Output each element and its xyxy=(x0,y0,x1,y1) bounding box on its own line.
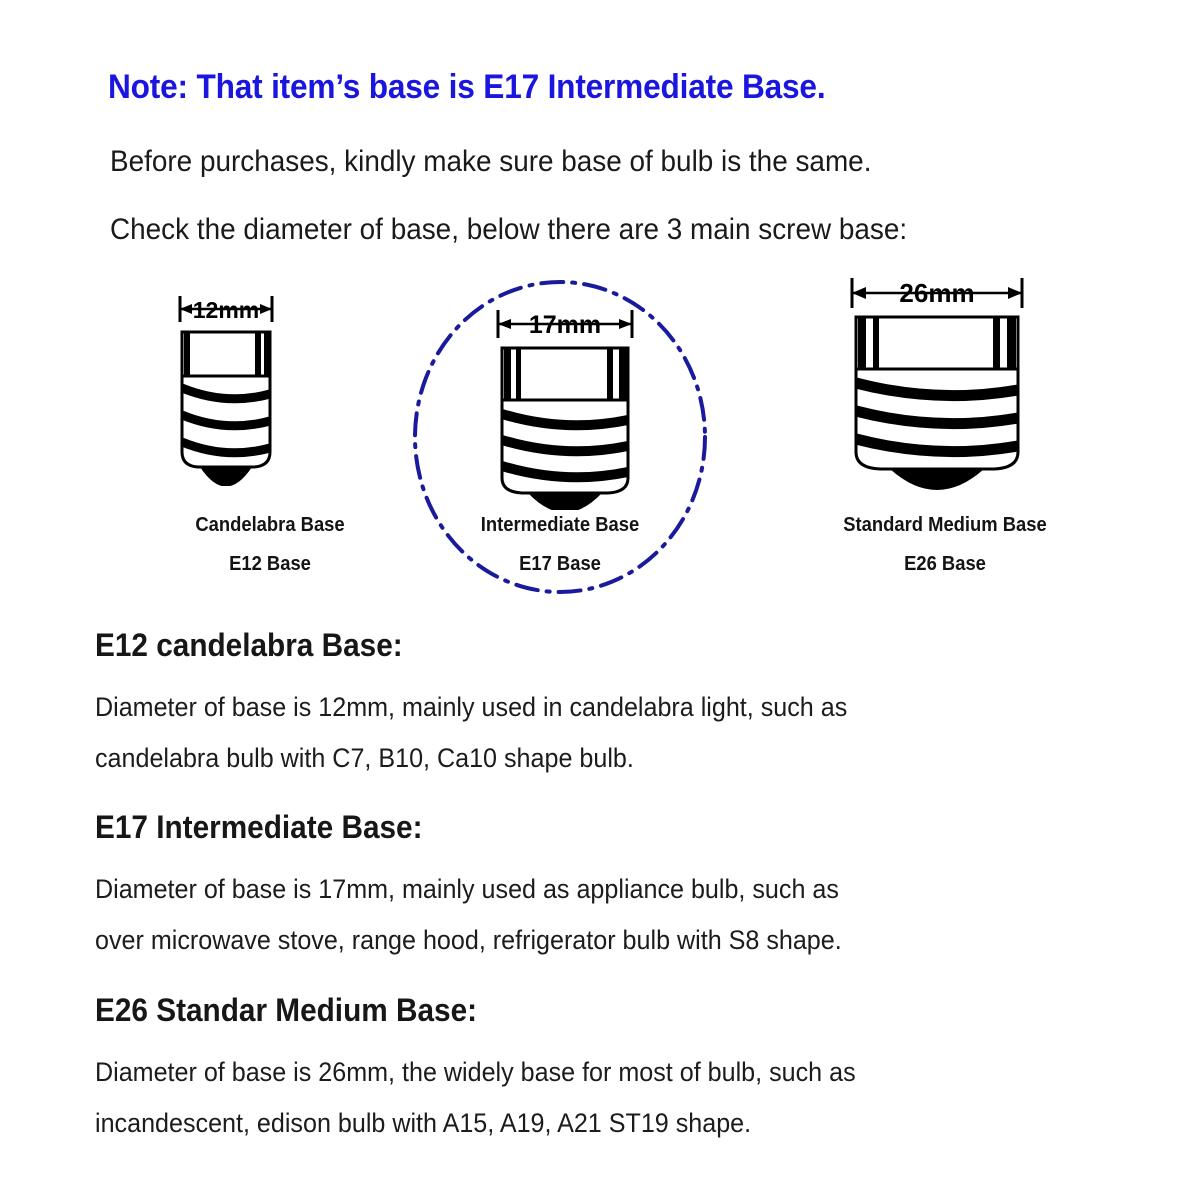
e26-thread-body xyxy=(856,369,1018,469)
e12-bulb-illustration xyxy=(120,270,420,510)
base-diagram-row xyxy=(0,270,1200,600)
e12-dim-arrow-right xyxy=(260,304,272,314)
e26-collar xyxy=(856,317,1018,369)
e12-thread-body xyxy=(182,376,270,467)
e26-dimension-label: 26mm xyxy=(899,278,975,308)
e12-dim-arrow-left xyxy=(180,304,192,314)
intro-line-1: Before purchases, kindly make sure base of bulb is the same. xyxy=(110,145,872,178)
section-e17-line-2: over microwave stove, range hood, refrigerator bulb with S8 shape. xyxy=(95,925,842,955)
e26-dim-arrow-left xyxy=(852,287,866,299)
section-e26-line-1: Diameter of base is 26mm, the widely base for most of bulb, such as xyxy=(95,1057,856,1087)
e17-bulb-illustration xyxy=(410,270,710,510)
base-figure-e26 xyxy=(790,270,1100,576)
e26-caption-name: Standard Medium Base xyxy=(843,514,1047,536)
e17-dim-arrow-right xyxy=(619,319,632,329)
section-e12-line-1: Diameter of base is 12mm, mainly used in candelabra light, such as xyxy=(95,692,848,722)
e17-thread-body xyxy=(502,400,628,493)
e26-caption-code: E26 Base xyxy=(904,553,986,575)
section-heading-e12: E12 candelabra Base: xyxy=(95,627,403,663)
e17-collar xyxy=(502,348,628,400)
section-e26-line-2: incandescent, edison bulb with A15, A19, A21 ST19 shape. xyxy=(95,1108,752,1138)
base-figure-e12 xyxy=(120,270,420,576)
e12-caption-name: Candelabra Base xyxy=(195,514,345,536)
e12-collar xyxy=(182,332,270,376)
e17-caption-name: Intermediate Base xyxy=(480,514,640,536)
e26-bulb-illustration xyxy=(790,270,1100,510)
e17-caption-code: E17 Base xyxy=(519,553,601,575)
section-heading-e26: E26 Standar Medium Base: xyxy=(95,992,478,1028)
e12-caption-code: E12 Base xyxy=(229,553,311,575)
e12-dimension-label: 12mm xyxy=(192,297,260,323)
base-figure-e17 xyxy=(410,270,710,576)
intro-line-2: Check the diameter of base, below there are 3 main screw base: xyxy=(110,213,908,246)
e17-contact-tip xyxy=(528,493,602,510)
e26-dim-arrow-right xyxy=(1008,287,1022,299)
note-heading: Note: That item’s base is E17 Intermediate Base. xyxy=(108,68,826,106)
section-e17-line-1: Diameter of base is 17mm, mainly used as appliance bulb, such as xyxy=(95,874,839,904)
e17-dim-arrow-left xyxy=(498,319,511,329)
e26-contact-tip xyxy=(890,469,984,498)
section-heading-e17: E17 Intermediate Base: xyxy=(95,809,423,845)
section-e12-line-2: candelabra bulb with C7, B10, Ca10 shape bulb. xyxy=(95,743,634,773)
e12-contact-tip xyxy=(200,467,252,493)
e17-dimension-label: 17mm xyxy=(528,311,602,339)
